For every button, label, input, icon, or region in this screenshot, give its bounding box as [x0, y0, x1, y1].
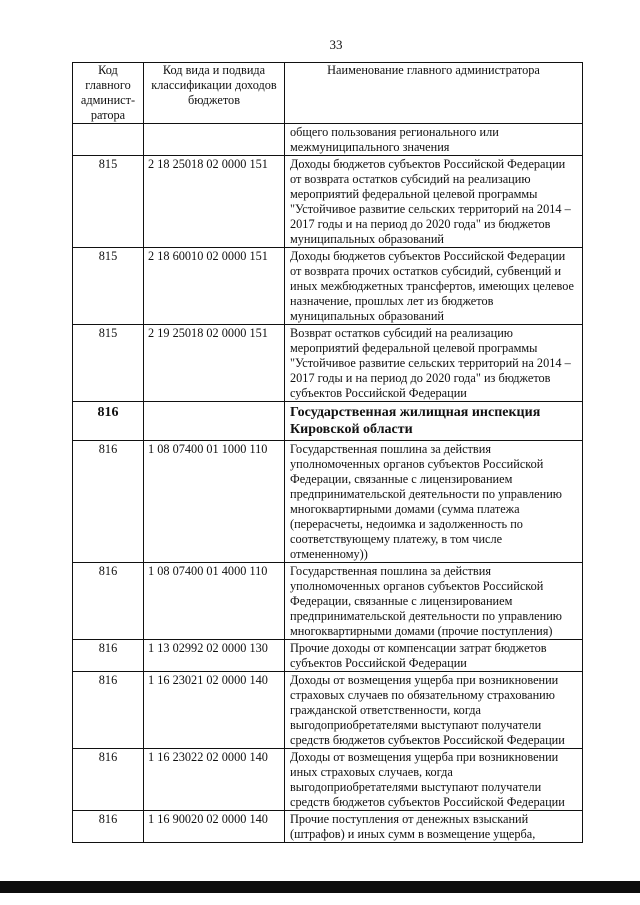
name-line: Возврат остатков субсидий на реализацию [290, 326, 513, 340]
name-line: субъектов Российской Федерации [290, 656, 467, 670]
table-body [73, 124, 583, 843]
admin-name-cell [285, 124, 583, 156]
admin-code-cell [73, 640, 144, 672]
name-line: средств бюджетов субъектов Российской Федерации [290, 733, 565, 747]
income-code-cell [144, 156, 285, 248]
admin-name-cell [285, 640, 583, 672]
income-code-cell [144, 672, 285, 749]
admin-code-cell [73, 811, 144, 843]
name-line: Доходы от возмещения ущерба при возникновении [290, 750, 559, 764]
admin-code-cell [73, 672, 144, 749]
income-code: 1 08 07400 01 1000 110 [148, 442, 268, 456]
name-line: Федерации, связанные с лицензированием [290, 472, 513, 486]
admin-code-cell [73, 248, 144, 325]
scan-edge-bar [0, 881, 640, 893]
income-code-cell [144, 441, 285, 563]
table-row [73, 156, 583, 248]
name-line: назначение, прошлых лет из бюджетов [290, 294, 494, 308]
admin-name-cell [285, 749, 583, 811]
admin-code: 816 [97, 405, 119, 420]
header-line: бюджетов [187, 93, 241, 107]
income-code: 2 18 25018 02 0000 151 [148, 157, 268, 171]
income-code: 1 08 07400 01 4000 110 [148, 564, 268, 578]
name-line: выгодоприобретателями выступают получатели [290, 718, 542, 732]
name-line: "Устойчивое развитие сельских территорий на 2014 – [290, 202, 571, 216]
name-line: "Устойчивое развитие сельских территорий на 2014 – [290, 356, 571, 370]
admin-code-cell [73, 402, 144, 441]
name-line: страховых случаев по обязательному страхованию [290, 688, 555, 702]
header-income-code [144, 63, 285, 124]
header-admin-name [285, 63, 583, 124]
income-code: 1 16 23022 02 0000 140 [148, 750, 268, 764]
admin-name-cell [285, 248, 583, 325]
name-line: (штрафов) и иных сумм в возмещение ущерба, [290, 827, 536, 841]
table-header [73, 63, 583, 124]
name-line: Доходы бюджетов субъектов Российской Федерации [290, 157, 566, 171]
admin-code: 815 [98, 249, 118, 263]
header-line: классификации доходов [151, 78, 277, 92]
name-line: от возврата прочих остатков субсидий, субвенций и [290, 264, 562, 278]
name-line: муниципальных образований [290, 309, 444, 323]
name-line: Федерации, связанные с лицензированием [290, 594, 513, 608]
admin-code: 815 [98, 157, 118, 171]
name-line: Доходы бюджетов субъектов Российской Федерации [290, 249, 566, 263]
admin-code-cell [73, 156, 144, 248]
admin-code-cell [73, 563, 144, 640]
admin-name-cell [285, 672, 583, 749]
header-line: Наименование главного администратора [327, 63, 540, 77]
name-line: Государственная жилищная инспекция [290, 405, 541, 420]
name-line: Прочие доходы от компенсации затрат бюджетов [290, 641, 547, 655]
name-line: Доходы от возмещения ущерба при возникновении [290, 673, 559, 687]
admin-code: 816 [98, 812, 118, 826]
page-number: 33 [329, 37, 343, 52]
name-line: 2017 годы и на период до 2020 года" из бюджетов [290, 217, 551, 231]
header-line: главного [85, 78, 131, 92]
administrator-row [73, 402, 583, 441]
name-line: субъектов Российской Федерации [290, 386, 467, 400]
admin-code-cell [73, 325, 144, 402]
name-line: гражданской ответственности, когда [290, 703, 481, 717]
name-line: уполномоченных органов субъектов Российской [290, 457, 544, 471]
table-row [73, 563, 583, 640]
name-line: межмуниципального значения [290, 140, 450, 154]
name-line: от возврата остатков субсидий на реализацию [290, 172, 531, 186]
admin-code-cell [73, 749, 144, 811]
header-line: Код [98, 63, 118, 77]
name-line: мероприятий федеральной целевой программы [290, 187, 538, 201]
income-code: 1 16 23021 02 0000 140 [148, 673, 268, 687]
name-line: Государственная пошлина за действия [290, 564, 491, 578]
name-line: соответствующему платежу, в том числе [290, 532, 503, 546]
name-line: Государственная пошлина за действия [290, 442, 491, 456]
table-row [73, 672, 583, 749]
income-code-cell [144, 124, 285, 156]
admin-code: 816 [98, 673, 118, 687]
name-line: (перерасчеты, недоимка и задолженность по [290, 517, 523, 531]
table-row [73, 811, 583, 843]
table-row [73, 749, 583, 811]
name-line: уполномоченных органов субъектов Российской [290, 579, 544, 593]
revenue-classification-table [72, 62, 583, 843]
name-line: иных межбюджетных трансфертов, имеющих целевое [290, 279, 574, 293]
name-line: выгодоприобретателями выступают получатели [290, 780, 542, 794]
income-code: 2 18 60010 02 0000 151 [148, 249, 268, 263]
income-code: 1 16 90020 02 0000 140 [148, 812, 268, 826]
admin-code: 816 [98, 641, 118, 655]
income-code-cell [144, 248, 285, 325]
admin-name-cell [285, 563, 583, 640]
name-line: Кировской области [290, 422, 413, 437]
table-row [73, 325, 583, 402]
name-line: предпринимательской деятельности по управлению [290, 609, 562, 623]
name-line: муниципальных образований [290, 232, 444, 246]
name-line: средств бюджетов субъектов Российской Федерации [290, 795, 565, 809]
header-line: Код вида и подвида [162, 63, 266, 77]
income-code-cell [144, 563, 285, 640]
income-code-cell [144, 640, 285, 672]
admin-name-cell [285, 811, 583, 843]
income-code-cell [144, 749, 285, 811]
admin-name-cell [285, 156, 583, 248]
name-line: общего пользования регионального или [290, 125, 499, 139]
admin-code-cell [73, 124, 144, 156]
name-line: 2017 годы и на период до 2020 года" из бюджетов [290, 371, 551, 385]
admin-code: 816 [98, 750, 118, 764]
name-line: Прочие поступления от денежных взысканий [290, 812, 529, 826]
name-line: отмененному)) [290, 547, 368, 561]
admin-code: 816 [98, 564, 118, 578]
table-row [73, 441, 583, 563]
name-line: многоквартирными домами (сумма платежа [290, 502, 520, 516]
header-admin-code [73, 63, 144, 124]
admin-code-cell [73, 441, 144, 563]
admin-name-cell [285, 402, 583, 441]
header-line: админист- [80, 93, 136, 107]
income-code-cell [144, 402, 285, 441]
income-code: 2 19 25018 02 0000 151 [148, 326, 268, 340]
name-line: мероприятий федеральной целевой программы [290, 341, 538, 355]
admin-name-cell [285, 441, 583, 563]
name-line: многоквартирными домами (прочие поступления) [290, 624, 553, 638]
admin-code: 816 [98, 442, 118, 456]
admin-name-cell [285, 325, 583, 402]
income-code: 1 13 02992 02 0000 130 [148, 641, 268, 655]
table-row [73, 248, 583, 325]
income-code-cell [144, 325, 285, 402]
name-line: иных страховых случаев, когда [290, 765, 453, 779]
header-row [73, 63, 583, 124]
table-row [73, 640, 583, 672]
table-row [73, 124, 583, 156]
name-line: предпринимательской деятельности по управлению [290, 487, 562, 501]
header-line: ратора [90, 108, 126, 122]
income-code-cell [144, 811, 285, 843]
admin-code: 815 [98, 326, 118, 340]
